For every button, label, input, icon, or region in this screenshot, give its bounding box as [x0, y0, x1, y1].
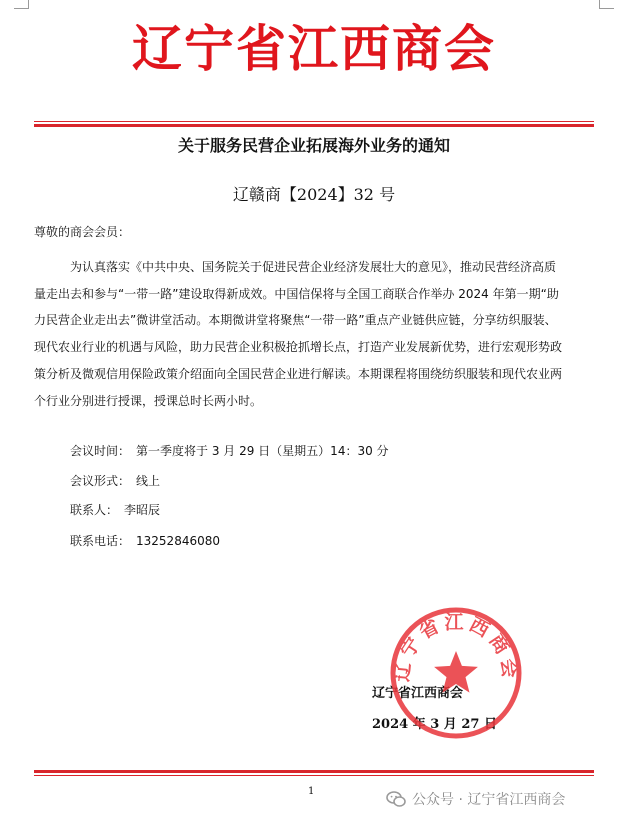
- salutation: 尊敬的商会会员：: [34, 225, 131, 239]
- page-number: 1: [308, 786, 315, 797]
- body-paragraph: [34, 254, 606, 414]
- crop-mark-right: [599, 0, 614, 9]
- wechat-icon: [386, 790, 406, 808]
- contact-person: [70, 500, 160, 520]
- official-seal-icon: [386, 603, 526, 743]
- body-line: 策分析及微观信用保险政策介绍面向全国民营企业进行解读。本期课程将围绕纺织服装和现代农业两: [34, 366, 563, 381]
- watermark-text: 公众号 · 辽宁省江西商会: [412, 792, 566, 808]
- body-line: 个行业分别进行授课，授课总时长两小时。: [34, 393, 263, 408]
- crop-mark-left: [14, 0, 29, 9]
- contact-person-value: 李昭辰: [124, 503, 161, 517]
- document-number: 辽赣商【2024】32 号: [232, 185, 396, 204]
- letterhead-title: 辽宁省江西商会: [132, 19, 496, 78]
- meeting-format: [70, 471, 160, 491]
- body-line: 量走出去和参与“一带一路”建设取得新成效。中国信保将与全国工商联合作举办 2024 年第一期“助: [34, 286, 559, 301]
- meeting-time-label: 会议时间：: [70, 444, 131, 458]
- seal-text: 辽宁省江西商会: [391, 611, 521, 683]
- body-line: 力民营企业走出去”微讲堂活动。本期微讲堂将聚焦“一带一路”重点产业链供应链，分享纺织服装、: [34, 313, 557, 328]
- signature-organization: 辽宁省江西商会: [372, 686, 464, 701]
- footer-rule: [34, 770, 594, 776]
- body-line: 现代农业行业的机遇与风险，助力民营企业积极抢抓增长点，打造产业发展新优势，进行宏观形势政: [34, 340, 563, 355]
- meeting-format-label: 会议形式：: [70, 474, 131, 488]
- contact-phone-value: 13252846080: [136, 534, 220, 548]
- meeting-time-value: 第一季度将于 3 月 29 日（星期五）14：30 分: [136, 444, 389, 458]
- document-title: 关于服务民营企业拓展海外业务的通知: [177, 136, 450, 155]
- contact-person-label: 联系人：: [70, 503, 119, 517]
- letterhead-rule-top: [34, 121, 594, 127]
- body-line: 为认真落实《中共中央、国务院关于促进民营企业经济发展壮大的意见》，推动民营经济高质: [70, 260, 557, 274]
- signature-date: 2024 年 3 月 27 日: [372, 717, 497, 732]
- contact-phone-label: 联系电话：: [70, 534, 131, 548]
- meeting-format-value: 线上: [136, 474, 161, 488]
- meeting-time: [70, 441, 389, 461]
- contact-phone: [70, 531, 220, 551]
- wechat-watermark: [386, 788, 565, 810]
